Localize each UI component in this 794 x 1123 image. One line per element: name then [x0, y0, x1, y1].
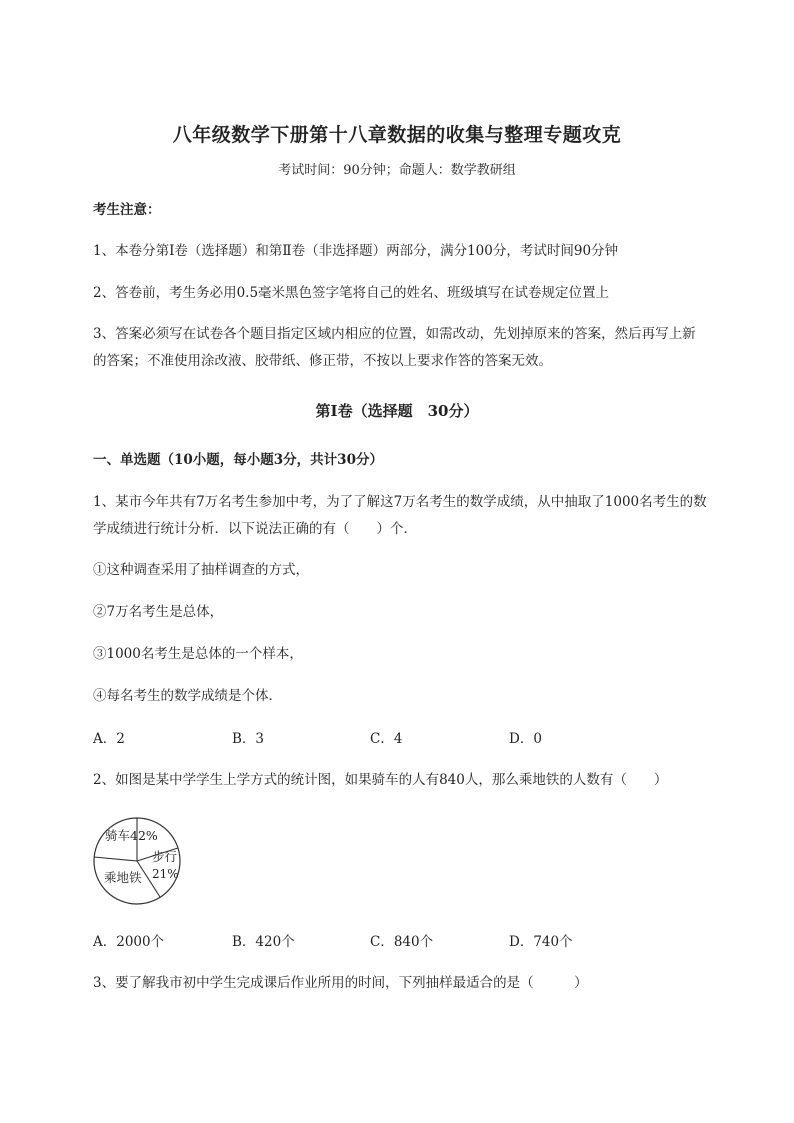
- pie-label-subway: 乘地铁: [104, 870, 142, 885]
- q2-option-d: D．740个: [509, 934, 573, 950]
- transport-pie-chart: [90, 815, 190, 910]
- pie-divider-left: [94, 857, 137, 861]
- notice-item-2: 2、答卷前，考生务必用0.5毫米黑色签字笔将自己的姓名、班级填写在试卷规定位置上: [93, 285, 610, 301]
- notice-item-3: 3、答案必须写在试卷各个题目指定区域内相应的位置，如需改动，先划掉原来的答案，然后再写上新的答案；不准使用涂改液、胶带纸、修正带，不按以上要求作答的答案无效。: [93, 326, 696, 369]
- notice-item-1: 1、本卷分第I卷（选择题）和第Ⅱ卷（非选择题）两部分，满分100分，考试时间90分钟: [93, 243, 619, 259]
- q1-option-c: C．4: [370, 731, 403, 747]
- pie-label-bike: 骑车42%: [105, 828, 158, 843]
- question-2-stem: 2、如图是某中学学生上学方式的统计图，如果骑车的人有840人，那么乘地铁的人数有（ ）: [93, 772, 668, 788]
- q1-option-d: D．0: [509, 731, 542, 747]
- q1-option-b: B．3: [232, 731, 265, 747]
- section-title: 第I卷（选择题 30分）: [315, 402, 479, 420]
- q2-option-b: B．420个: [232, 934, 295, 950]
- q2-option-a: A．2000个: [93, 934, 165, 950]
- pie-label-walk-pct: 21%: [152, 867, 179, 881]
- question-1-stem: 1、某市今年共有7万名考生参加中考，为了了解这7万名考生的数学成绩，从中抽取了1000名考生的数学成绩进行统计分析．以下说法正确的有（ ）个．: [93, 494, 707, 537]
- q1-statement-1: ①这种调查采用了抽样调查的方式，: [93, 562, 309, 578]
- exam-info: 考试时间：90分钟；命题人：数学教研组: [278, 163, 516, 178]
- notice-heading: 考生注意：: [93, 202, 161, 218]
- part-heading: 一、单选题（10小题，每小题3分，共计30分）: [93, 452, 383, 468]
- q1-statement-2: ②7万名考生是总体，: [93, 604, 224, 620]
- pie-label-walk: 步行: [152, 849, 178, 864]
- q1-option-a: A．2: [93, 731, 125, 747]
- question-3-stem: 3、要了解我市初中学生完成课后作业所用的时间，下列抽样最适合的是（ ）: [93, 975, 588, 991]
- q1-statement-3: ③1000名考生是总体的一个样本，: [93, 646, 303, 662]
- page-title: 八年级数学下册第十八章数据的收集与整理专题攻克: [172, 124, 622, 146]
- q1-statement-4: ④每名考生的数学成绩是个体．: [93, 688, 282, 704]
- q2-option-c: C．840个: [370, 934, 434, 950]
